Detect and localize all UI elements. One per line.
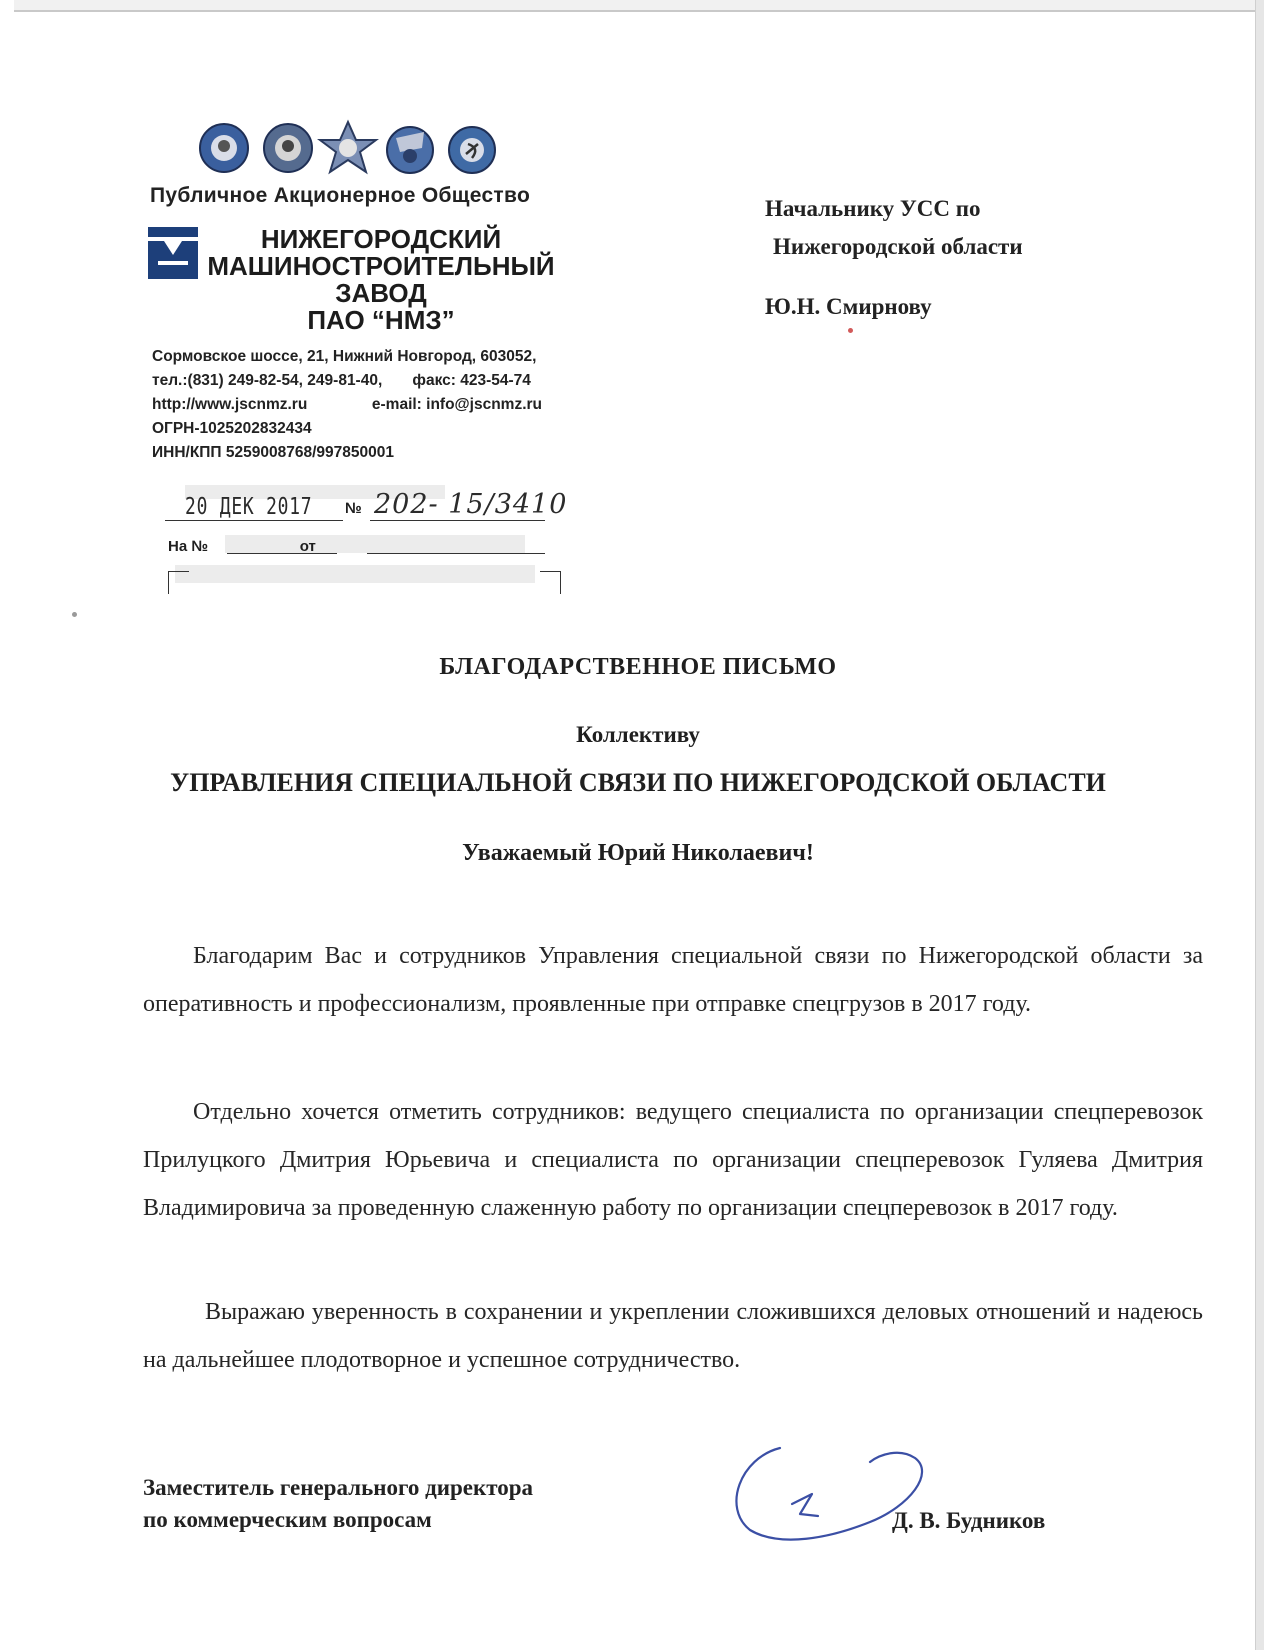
address-corner-mark-right — [540, 571, 561, 594]
reference-number-blank — [227, 553, 337, 554]
scan-edge-top — [14, 0, 1264, 12]
addressee-line: Начальнику УСС по — [765, 196, 981, 221]
company-name-line: НИЖЕГОРОДСКИЙ — [260, 224, 502, 254]
order-lenin-icon-2 — [264, 124, 312, 172]
company-name — [196, 226, 566, 334]
recipient-organization: УПРАВЛЕНИЯ СПЕЦИАЛЬНОЙ СВЯЗИ ПО НИЖЕГОРОДСКОЙ ОБЛАСТИ — [170, 768, 1106, 797]
addressee-block — [765, 190, 1023, 326]
registration-number-label: № — [345, 500, 362, 517]
signer-position-line: Заместитель генерального директора — [143, 1475, 534, 1500]
order-lenin-icon-1 — [200, 124, 248, 172]
scan-speck — [848, 328, 853, 333]
company-legal-form: Публичное Акционерное Общество — [150, 184, 531, 207]
scan-edge-right — [1255, 0, 1264, 1650]
company-name-line: МАШИНОСТРОИТЕЛЬНЫЙ — [207, 251, 555, 281]
company-phones: тел.:(831) 249-82-54, 249-81-40, факс: 423-54-74 — [152, 372, 531, 389]
body-paragraph: Отдельно хочется отметить сотрудников: ведущего специалиста по организации спецперевозок Прилуцкого Дмитрия Юрьевича и специалиста по организации спецперевозок Гуляева Дмитрия Владимировича за проведенную слаженную работу по организации спецперевозок в 2017 году. — [143, 1099, 1203, 1221]
scan-speck — [72, 612, 77, 617]
reference-date-blank — [367, 553, 545, 554]
registration-number-handwritten: 202- 15/3410 — [374, 489, 568, 520]
company-name-line: ПАО “НМЗ” — [307, 305, 455, 335]
date-underline — [165, 520, 343, 521]
reference-number-row: На № от — [168, 538, 316, 555]
signer-name: Д. В. Будников — [892, 1508, 1046, 1533]
company-address: Сормовское шоссе, 21, Нижний Новгород, 603052, — [152, 348, 537, 365]
signer-position — [143, 1472, 533, 1536]
addressee-name: Ю.Н. Смирнову — [765, 294, 932, 319]
company-contacts — [152, 345, 542, 465]
company-ogrn: ОГРН-1025202832434 — [152, 420, 312, 437]
order-patriotic-war-icon — [320, 122, 376, 172]
company-inn-kpp: ИНН/КПП 5259008768/997850001 — [152, 444, 394, 461]
order-red-banner-icon — [387, 127, 433, 173]
number-underline — [370, 520, 545, 521]
addressee-line: Нижегородской области — [773, 234, 1023, 259]
company-web-email: http://www.jscnmz.ru e-mail: info@jscnmz.ru — [152, 396, 543, 413]
award-orders-row — [196, 118, 526, 184]
registration-date-stamp: 20 ДЕК 2017 — [185, 494, 313, 520]
document-title: БЛАГОДАРСТВЕННОЕ ПИСЬМО — [439, 654, 837, 680]
body-paragraph: Благодарим Вас и сотрудников Управления специальной связи по Нижегородской области за оперативность и профессионализм, проявленные при отправке спецгрузов в 2017 году. — [143, 943, 1203, 1017]
order-labour-red-banner-icon — [449, 127, 495, 173]
nmz-logo-icon — [148, 227, 198, 279]
document-subtitle: Коллективу — [576, 722, 700, 747]
company-name-line: ЗАВОД — [335, 278, 427, 308]
address-corner-mark-left — [168, 571, 189, 594]
greeting: Уважаемый Юрий Николаевич! — [462, 840, 814, 866]
body-paragraph: Выражаю уверенность в сохранении и укреплении сложившихся деловых отношений и надеюсь на дальнейшее плодотворное и успешное сотрудничество. — [143, 1299, 1203, 1373]
signer-position-line: по коммерческим вопросам — [143, 1507, 432, 1532]
